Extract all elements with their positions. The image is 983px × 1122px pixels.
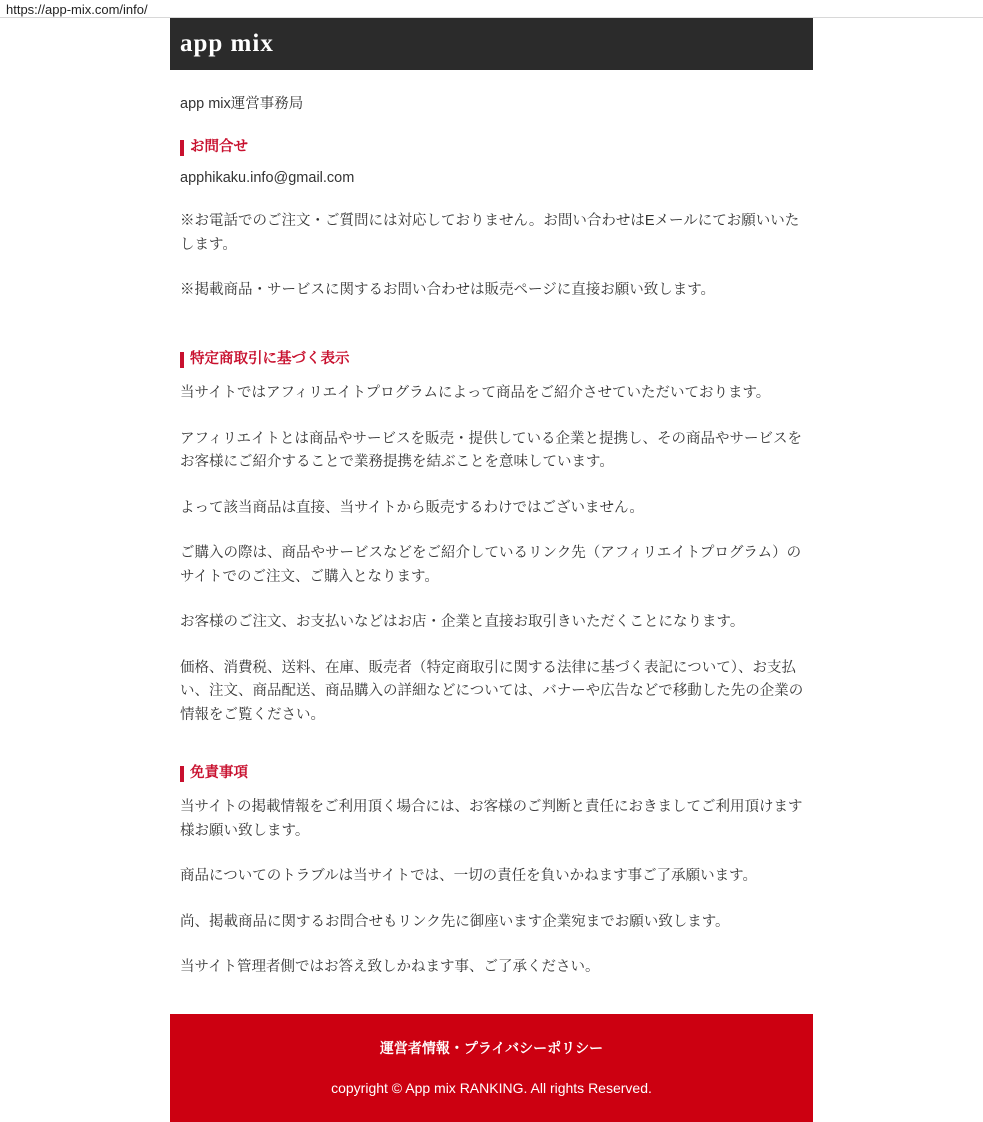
section-spacer-1: [180, 325, 813, 351]
contact-note-1: ※お電話でのご注文・ご質問には対応しておりません。お問い合わせはEメールにてお願いいたします。: [180, 213, 800, 253]
disclaimer-paragraph-3: 尚、掲載商品に関するお問合せもリンク先に御座います企業宛までお願い致します。: [180, 913, 730, 930]
commercial-paragraph-1: 当サイトではアフィリエイトプログラムによって商品をご紹介させていただいております。: [180, 385, 771, 402]
content-column: [170, 18, 813, 1122]
section-disclaimer: [180, 765, 813, 980]
disclaimer-paragraph-2: 商品についてのトラブルは当サイトでは、一切の責任を負いかねます事ご了承願います。: [180, 868, 757, 885]
contact-email[interactable]: apphikaku.info@gmail.com: [180, 170, 355, 187]
site-logo-title[interactable]: app mix: [180, 30, 274, 57]
section-heading-disclaimer: 免責事項: [180, 765, 813, 782]
footer-privacy-link[interactable]: 運営者情報・プライバシーポリシー: [379, 1039, 604, 1056]
disclaimer-paragraph-1: 当サイトの掲載情報をご利用頂く場合には、お客様のご判断と責任におきましてご利用頂けます様お願い致します。: [180, 799, 803, 839]
main-content: [170, 70, 813, 980]
commercial-paragraph-6: 価格、消費税、送料、在庫、販売者（特定商取引に関する法律に基づく表記について）、お支払い、注文、商品配送、商品購入の詳細などについては、バナーや広告などで移動した先の企業の情報をご覧ください。: [180, 659, 804, 723]
section-contact: [180, 139, 813, 303]
commercial-paragraph-4: ご購入の際は、商品やサービスなどをご紹介しているリンク先（アフィリエイトプログラム）のサイトでのご注文、ご購入となります。: [180, 545, 802, 585]
organization-name: app mix運営事務局: [180, 96, 304, 112]
disclaimer-paragraph-4: 当サイト管理者側ではお答え致しかねます事、ご了承ください。: [180, 959, 600, 976]
commercial-paragraph-3: よって該当商品は直接、当サイトから販売するわけではございません。: [180, 499, 644, 516]
commercial-paragraph-2: アフィリエイトとは商品やサービスを販売・提供している企業と提携し、その商品やサービスをお客様にご紹介することで業務提携を結ぶことを意味しています。: [180, 430, 803, 471]
section-heading-contact: お問合せ: [180, 139, 813, 156]
section-commercial-transactions: [180, 351, 813, 727]
contact-note-2: ※掲載商品・サービスに関するお問い合わせは販売ページに直接お願い致します。: [180, 282, 716, 299]
site-header: [170, 18, 813, 70]
url-text: https://app-mix.com/info/: [6, 2, 148, 17]
page-body: [0, 18, 983, 1122]
footer-copyright: copyright © App mix RANKING. All rights Reserved.: [331, 1079, 652, 1096]
site-footer: [170, 1014, 813, 1122]
browser-url-bar[interactable]: [0, 0, 983, 18]
section-heading-commercial: 特定商取引に基づく表示: [180, 351, 813, 368]
commercial-paragraph-5: お客様のご注文、お支払いなどはお店・企業と直接お取引きいただくことになります。: [180, 614, 745, 631]
section-spacer-2: [180, 749, 813, 765]
